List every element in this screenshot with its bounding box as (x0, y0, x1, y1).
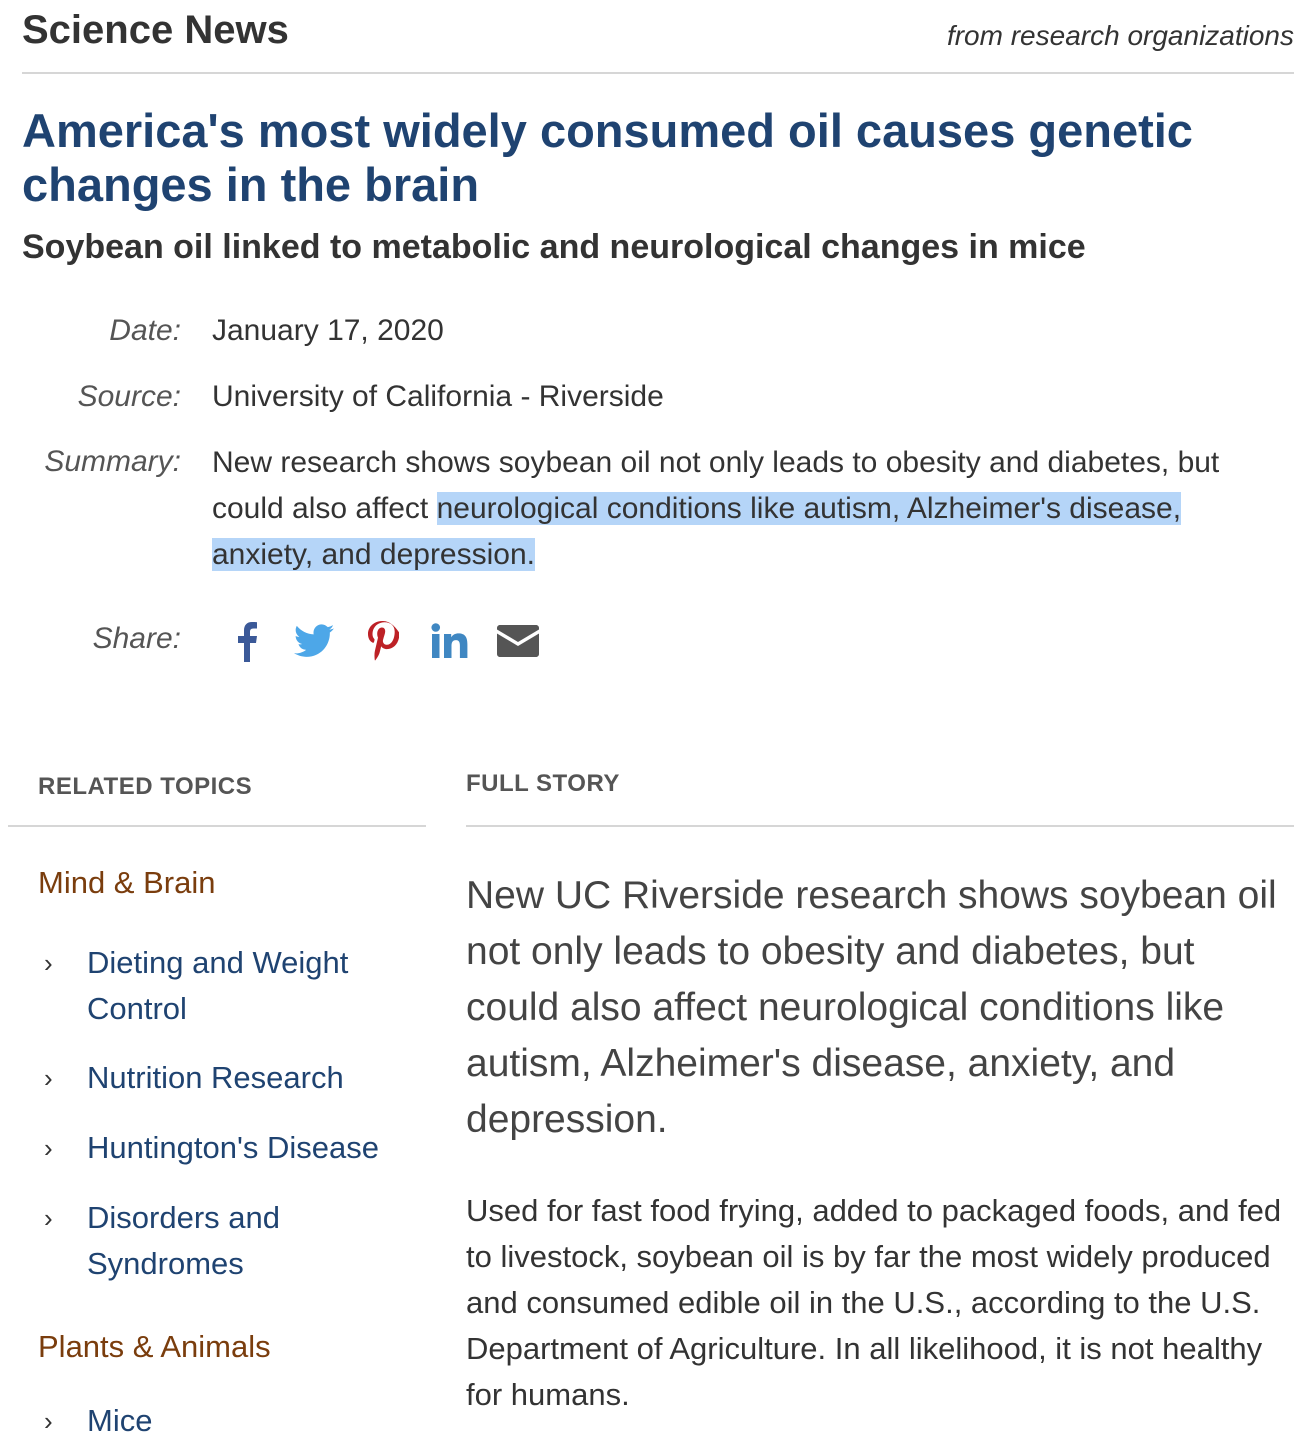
share-label: Share: (92, 622, 181, 655)
full-story-divider (466, 825, 1294, 827)
source-label: Source: (77, 380, 181, 413)
linkedin-icon[interactable] (416, 616, 484, 666)
topic-group-mind-brain[interactable]: Mind & Brain (38, 865, 216, 900)
full-story-heading: FULL STORY (466, 770, 620, 797)
email-icon[interactable] (484, 616, 552, 666)
summary-label: Summary: (44, 445, 181, 478)
summary-text (212, 440, 1272, 578)
chevron-right-icon: › (44, 1203, 53, 1233)
topic-link-label: Disorders and Syndromes (87, 1200, 280, 1281)
topic-link-label: Dieting and Weight Control (87, 945, 349, 1026)
article-subtitle: Soybean oil linked to metabolic and neurological changes in mice (22, 228, 1086, 266)
site-tagline: from research organizations (946, 20, 1294, 51)
topic-link-label: Mice (87, 1403, 153, 1438)
pinterest-icon[interactable] (348, 616, 416, 666)
topic-link-dieting[interactable] (38, 940, 418, 1032)
share-icons (212, 616, 552, 666)
summary-highlighted: neurological conditions like autism, Alzheimer's disease, anxiety, and depression. (212, 492, 1182, 571)
date-label: Date: (109, 314, 181, 347)
chevron-right-icon: › (44, 948, 53, 978)
topic-link-disorders[interactable] (38, 1195, 418, 1287)
topic-group-plants-animals[interactable]: Plants & Animals (38, 1329, 271, 1364)
source-value: University of California - Riverside (212, 380, 664, 413)
date-value: January 17, 2020 (212, 314, 444, 347)
site-header (22, 0, 1294, 74)
related-topics-heading: RELATED TOPICS (38, 773, 253, 800)
site-title[interactable]: Science News (22, 8, 289, 52)
chevron-right-icon: › (44, 1063, 53, 1093)
topic-link-label: Nutrition Research (87, 1060, 344, 1095)
topic-link-label: Huntington's Disease (87, 1130, 379, 1165)
facebook-icon[interactable] (212, 616, 280, 666)
article-headline: America's most widely consumed oil causes genetic changes in the brain (22, 104, 1193, 211)
related-topics-divider (8, 825, 426, 827)
story-paragraph: Used for fast food frying, added to packaged foods, and fed to livestock, soybean oil is by far the most widely produced and consumed edible oil in the U.S., according to the U.S. Department of Agriculture. In all likelihood, it is not healthy for humans. (466, 1193, 1282, 1412)
topic-link-mice[interactable] (38, 1398, 418, 1444)
topic-link-huntingtons[interactable] (38, 1125, 418, 1171)
twitter-icon[interactable] (280, 616, 348, 666)
chevron-right-icon: › (44, 1133, 53, 1163)
summary-plain: New research shows soybean oil not only leads to obesity and diabetes, but could also affect (212, 446, 1220, 525)
story-lead: New UC Riverside research shows soybean oil not only leads to obesity and diabetes, but could also affect neurological conditions like autism, Alzheimer's disease, anxiety, and depression. (466, 874, 1277, 1141)
topic-link-nutrition[interactable] (38, 1055, 418, 1101)
chevron-right-icon: › (44, 1406, 53, 1436)
